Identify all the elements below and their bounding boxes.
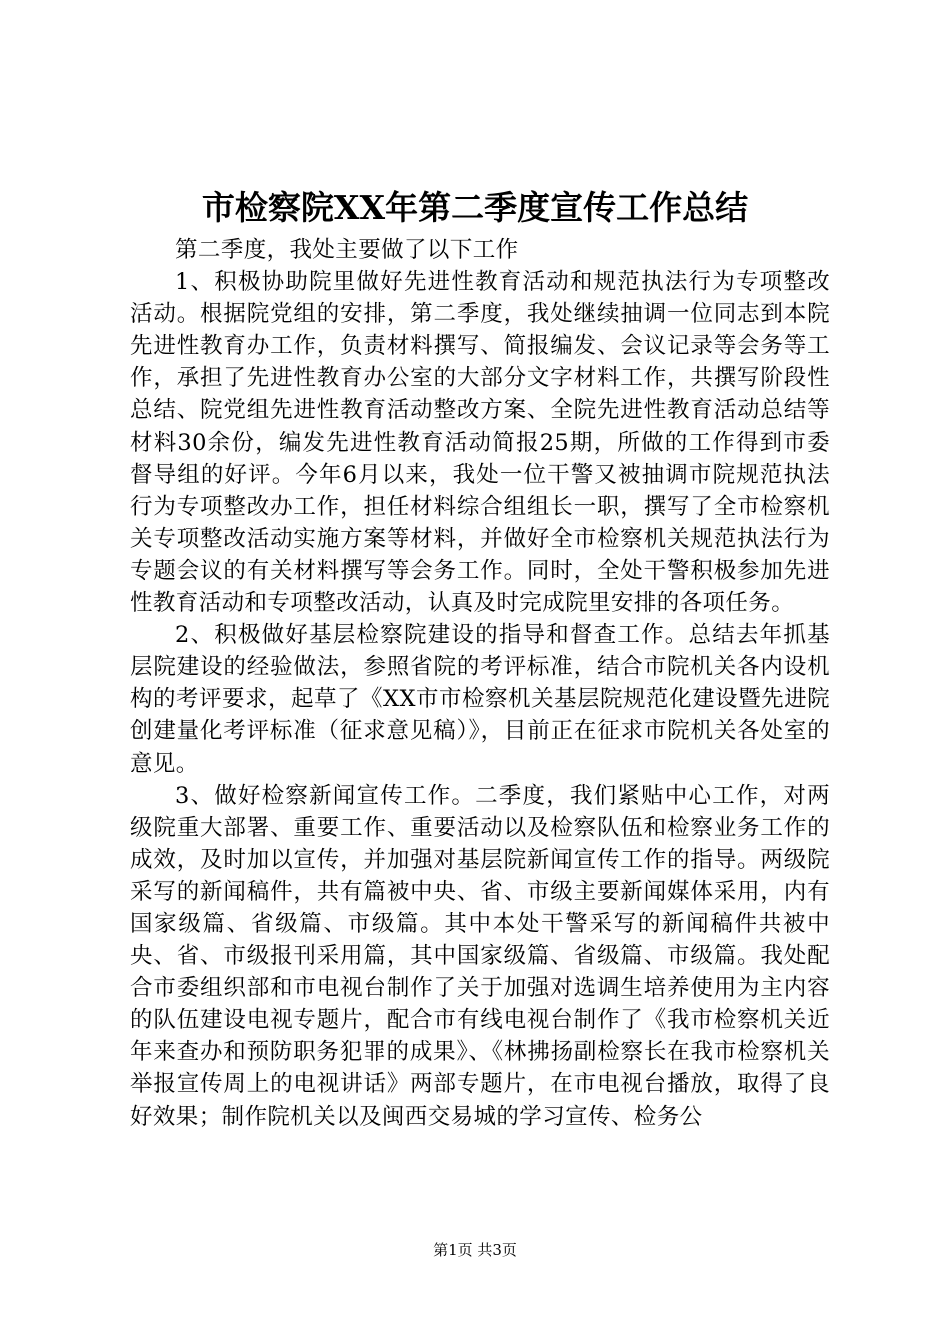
paragraph-intro: 第二季度，我处主要做了以下工作 bbox=[175, 237, 519, 263]
paragraph-item-3: 3、做好检察新闻宣传工作。二季度，我们紧贴中心工作，对两级院重大部署、重要工作、重要活动以及检察队伍和检察业务工作的成效，及时加以宣传，并加强对基层院新闻宣传工作的指导。两级院采写的新闻稿件，共有篇被中央、省、市级主要新闻媒体采用，内有国家级篇、省级篇、市级篇。其中本处干警采写的新闻稿件共被中央、省、市级报刊采用篇，其中国家级篇、省级篇、市级篇。我处配合市委组织部和市电视台制作了关于加强对选调生培养使用为主内容的队伍建设电视专题片，配合市有线电视台制作了《我市检察机关近年来查办和预防职务犯罪的成果》、《林拂扬副检察长在我市检察机关举报宣传周上的电视讲话》两部专题片，在市电视台播放，取得了良好效果；制作院机关以及闽西交易城的学习宣传、检务公 bbox=[130, 782, 830, 1130]
document-title: 市检察院XX年第二季度宣传工作总结 bbox=[201, 188, 749, 227]
paragraph-item-2: 2、积极做好基层检察院建设的指导和督查工作。总结去年抓基层院建设的经验做法，参照省院的考评标准，结合市院机关各内设机构的考评要求，起草了《XX市市检察机关基层院规范化建设暨先进院创建量化考评标准（征求意见稿）》，目前正在征求市院机关各处室的意见。 bbox=[130, 622, 830, 777]
document-body bbox=[130, 234, 830, 1133]
page-footer bbox=[0, 1240, 950, 1260]
page-indicator: 第1页 共3页 bbox=[433, 1241, 517, 1259]
paragraph-item-1: 1、积极协助院里做好先进性教育活动和规范执法行为专项整改活动。根据院党组的安排，第二季度，我处继续抽调一位同志到本院先进性教育办工作，负责材料撰写、简报编发、会议记录等会务等工作，承担了先进性教育办公室的大部分文字材料工作，共撰写阶段性总结、院党组先进性教育活动整改方案、全院先进性教育活动总结等材料30余份，编发先进性教育活动简报25期，所做的工作得到市委督导组的好评。今年6月以来，我处一位干警又被抽调市院规范执法行为专项整改办工作，担任材料综合组组长一职，撰写了全市检察机关专项整改活动实施方案等材料，并做好全市检察机关规范执法行为专题会议的有关材料撰写等会务工作。同时，全处干警积极参加先进性教育活动和专项整改活动，认真及时完成院里安排的各项任务。 bbox=[130, 269, 830, 617]
